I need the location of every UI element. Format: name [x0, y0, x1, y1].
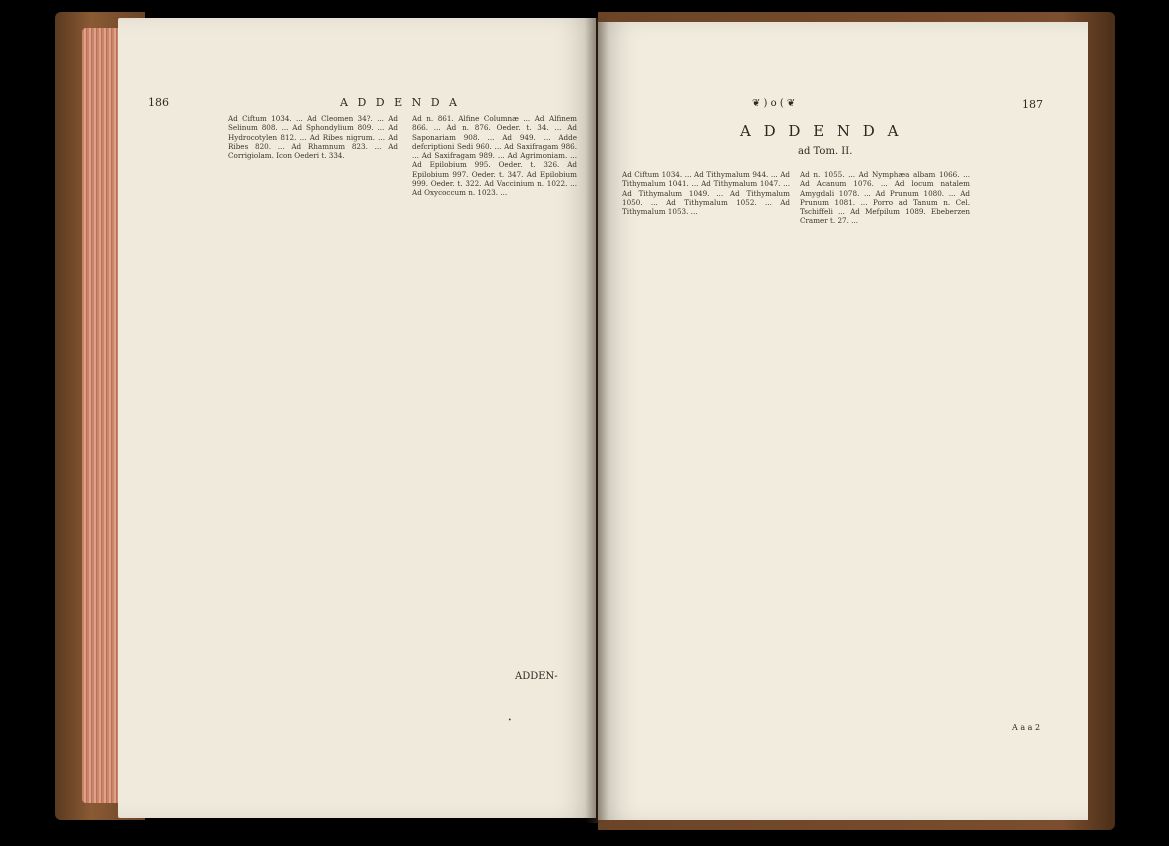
page-subtitle: ad Tom. II. — [798, 146, 853, 157]
right-column-2: Ad n. 1055. ... Ad Nymphæa albam 1066. ... Ad Acanum 1076. ... Ad locum natalem Amygdali 1078. ... Ad Prunum 1080. ... Ad Prunum 1081. ... Porro ad Tanum n. Cel. Tschiffeli ... Ad Mefpilum 1089. Ebeberzen Cramer t. 27. ... — [800, 170, 970, 226]
left-running-head: A D D E N D A — [340, 96, 460, 109]
right-column-1: Ad Ciftum 1034. ... Ad Tithymalum 944. ... Ad Tithymalum 1041. ... Ad Tithymalum 1047. ... Ad Tithymalum 1049. ... Ad Tithymalum 1050. ... Ad Tithymalum 1052. ... Ad Tithymalum 1053. ... — [622, 170, 790, 217]
left-column-1: Ad Ciftum 1034. ... Ad Cleomen 34?. ... Ad Selinum 808. ... Ad Sphondylium 809. ... Ad Hydrocotylen 812. ... Ad Ribes nigrum. ... Ad Ribes 820. ... Ad Rhamnum 823. ... Ad Corrigiolam. Icon Oederi t. 334. — [228, 114, 398, 161]
signature-mark: A a a 2 — [1012, 723, 1041, 732]
page-title: A D D E N D A — [740, 122, 903, 140]
ornament: ❦ ) o ( ❦ — [752, 98, 796, 109]
gutter-shadow — [585, 18, 609, 823]
left-column-2: Ad n. 861. Alfine Columnæ ... Ad Alfinem 866. ... Ad n. 876. Oeder. t. 34. ... Ad Saponariam 908. ... Ad 949. ... Adde defcriptioni Sedi 960. ... Ad Saxifragam 986. ... Ad Saxifragam 989. ... Ad Agrimoniam. ... Ad Epilobium 995. Oeder. t. 326. Ad Epilobium 997. Oeder. t. 347. Ad Epilobium 999. Oeder. t. 322. Ad Vaccinium n. 1022. ... Ad Oxycoccum n. 1023. ... — [412, 114, 577, 198]
page-mark: • — [508, 717, 512, 724]
left-page-number: 186 — [148, 96, 169, 109]
right-page-number: 187 — [1022, 98, 1043, 111]
catchword: ADDEN- — [515, 671, 558, 682]
